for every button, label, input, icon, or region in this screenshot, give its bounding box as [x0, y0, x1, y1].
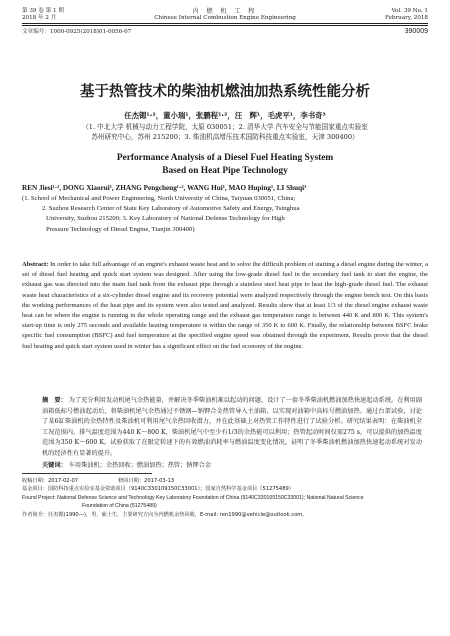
title-english	[0, 152, 450, 178]
abstract-english	[22, 260, 428, 352]
header-journal-cn: 内 燃 机 工 程	[192, 8, 258, 15]
affiliations-english	[22, 194, 428, 235]
article-code: 390009	[404, 28, 428, 35]
header-journal-name	[22, 8, 428, 22]
abstract-chinese	[42, 396, 422, 460]
header-rule-thin	[22, 25, 428, 26]
fund-en: Found Project: National Defense Science and Technology Key Laboratory Foundation of China (9140C330109150C33001); National Natural Science	[22, 494, 364, 501]
title-en-line: Performance Analysis of a Diesel Fuel Heating System	[116, 153, 334, 163]
abstract-cn-label: 摘 要：	[42, 397, 67, 404]
header-date-cn: 2018 年 2 月	[22, 15, 57, 21]
keywords-text: 车用柴油机；余热回收；燃油加热；热管；钠钾合金	[68, 462, 212, 469]
keywords-chinese	[42, 461, 422, 470]
abstract-en-text: In order to take full advantage of an engine's exhaust waste heat and to solve the difficult problem of starting a diesel engine during the winter, a set of diesel fuel heating and quick start system was designed. After using the low-grade diesel fuel in the secondary fuel tank to start the engine, the exhaust gas was directed into the main fuel tank from the exhaust pipe through a stainless steel heat pipe to heat the high-grade diesel fuel. The exhaust waste heat characteristics of a six-cylinder diesel engine and its recovery potential were analyzed respectively through the engine bench test. On this basis the working performances of the heat pipe and its system were also tested and analyzed. Results show that at least 1/3 of the diesel engine exhaust waste heat can be where the engine is running in the whole operating range and the exhaust gas temperature range is between 440 K and 800 K. This system's start-up time is only 275 seconds and available heating temperature is within the range of 350 K to 600 K. Finally, the relationship between BSFC brake specific fuel consumption (BSFC) and fuel temperature at the specified engine speed was obtained through the experiment. Results prove that the diesel fuel heating and quick start system used in winter has a significant effect on the fuel economy of the engine.	[22, 261, 429, 350]
footnote-rule	[22, 473, 152, 474]
header-journal-en: Chinese Internal Combustion Engine Engineering	[154, 15, 296, 21]
footnotes	[22, 477, 428, 519]
authors-english: REN Jiesi¹·², DONG Xiaorui¹, ZHANG Pengcheng¹·², WANG Hui¹, MAO Huping¹, LI Shuqi³	[22, 184, 307, 192]
header-volume-en: Vol. 39 No. 1	[391, 8, 428, 14]
affiliation-en-line: University, Suzhou 215200; 3. Key Laboratory of National Defense Technology for High	[46, 215, 285, 223]
keywords-label: 关键词：	[42, 462, 67, 469]
affiliations-chinese	[0, 122, 450, 142]
header-issue-en	[385, 8, 428, 22]
abstract-en-label: Abstract:	[22, 261, 49, 268]
received-date: 收稿日期：2017-02-07	[22, 478, 79, 484]
affiliation-cn-line: 苏州研究中心，苏州 215200；3. 柴油机高增压技术国防科技重点实验室，天津 300400）	[91, 133, 359, 141]
fund-cn: 基金项目：国防科技重点实验室基金资助项目（9140C330109150C33001）；国家自然科学基金项目（51275489）	[22, 486, 295, 493]
authors-chinese: 任杰锶¹·²，董小瑞¹，张鹏程¹·²，汪 辉¹，毛虎平¹，李书奇³	[124, 111, 326, 120]
affiliation-en-line: Pressure Technology of Diesel Engine, Tianjin 300400)	[46, 225, 195, 233]
fund-en-continued: Foundation of China (51275489)	[82, 503, 157, 510]
affiliation-en-line: 2. Suzhou Research Center of State Key Laboratory of Automotive Safety and Energy, Tsinghua	[42, 205, 300, 213]
revised-date: 修回日期：2017-03-13	[118, 478, 175, 484]
author-bio: 作者简介：任杰锶(1990—)，男，硕士生，主要研究方向为内燃机余热回收，E-mail: ren1990@vehicle@outlook.com。	[22, 511, 308, 518]
header-volume-cn: 第 39 卷 第 1 期	[22, 8, 64, 14]
footnote-dates	[22, 477, 428, 485]
abstract-cn-text: 为了充分利用发动机尾气余热能量，并解决冬季柴油机难以起动的问题，设计了一套冬季柴油机燃油加热快速起动系统。在利用副油箱低标号燃油起动后，将柴油机尾气余热通过不锈钢—钠钾合金热管导入主油箱，以实现对油箱中高标号燃油加热。通过台架试验，讨论了某6缸柴油机的余热特性及柴油机可利用尾气余热回收潜力，并在此基础上对热管工作特性进行了试验分析。研究结果表明：在柴油机全工况范围内，排气温度范围为440 K～800 K，柴油机尾气中至少有1/3的余热能可以利用；热管起动时间仅需275 s，可以提供的加热温度范围为350 K～600 K。试验获取了在限定转速下的有效燃油消耗率与燃油温度变化情况，证明了冬季柴油机燃油加热快速起动系统对发动机的经济性有显著的提升。	[42, 397, 423, 457]
affiliation-cn-line: （1. 中北大学 机械与动力工程学院，太原 030051；2. 清华大学 汽车安全与节能国家重点实验室	[82, 123, 368, 131]
affiliation-en-line: (1. School of Mechanical and Power Engineering, North University of China, Taiyuan 030051, China;	[22, 195, 296, 202]
header-date-en: February, 2018	[385, 15, 428, 21]
article-info	[22, 28, 428, 36]
title-en-line: Based on Heat Pipe Technology	[162, 166, 288, 176]
title-chinese: 基于热管技术的柴油机燃油加热系统性能分析	[80, 84, 370, 100]
article-number: 文章编号：1000-0925(2018)01-0056-07	[22, 29, 132, 35]
